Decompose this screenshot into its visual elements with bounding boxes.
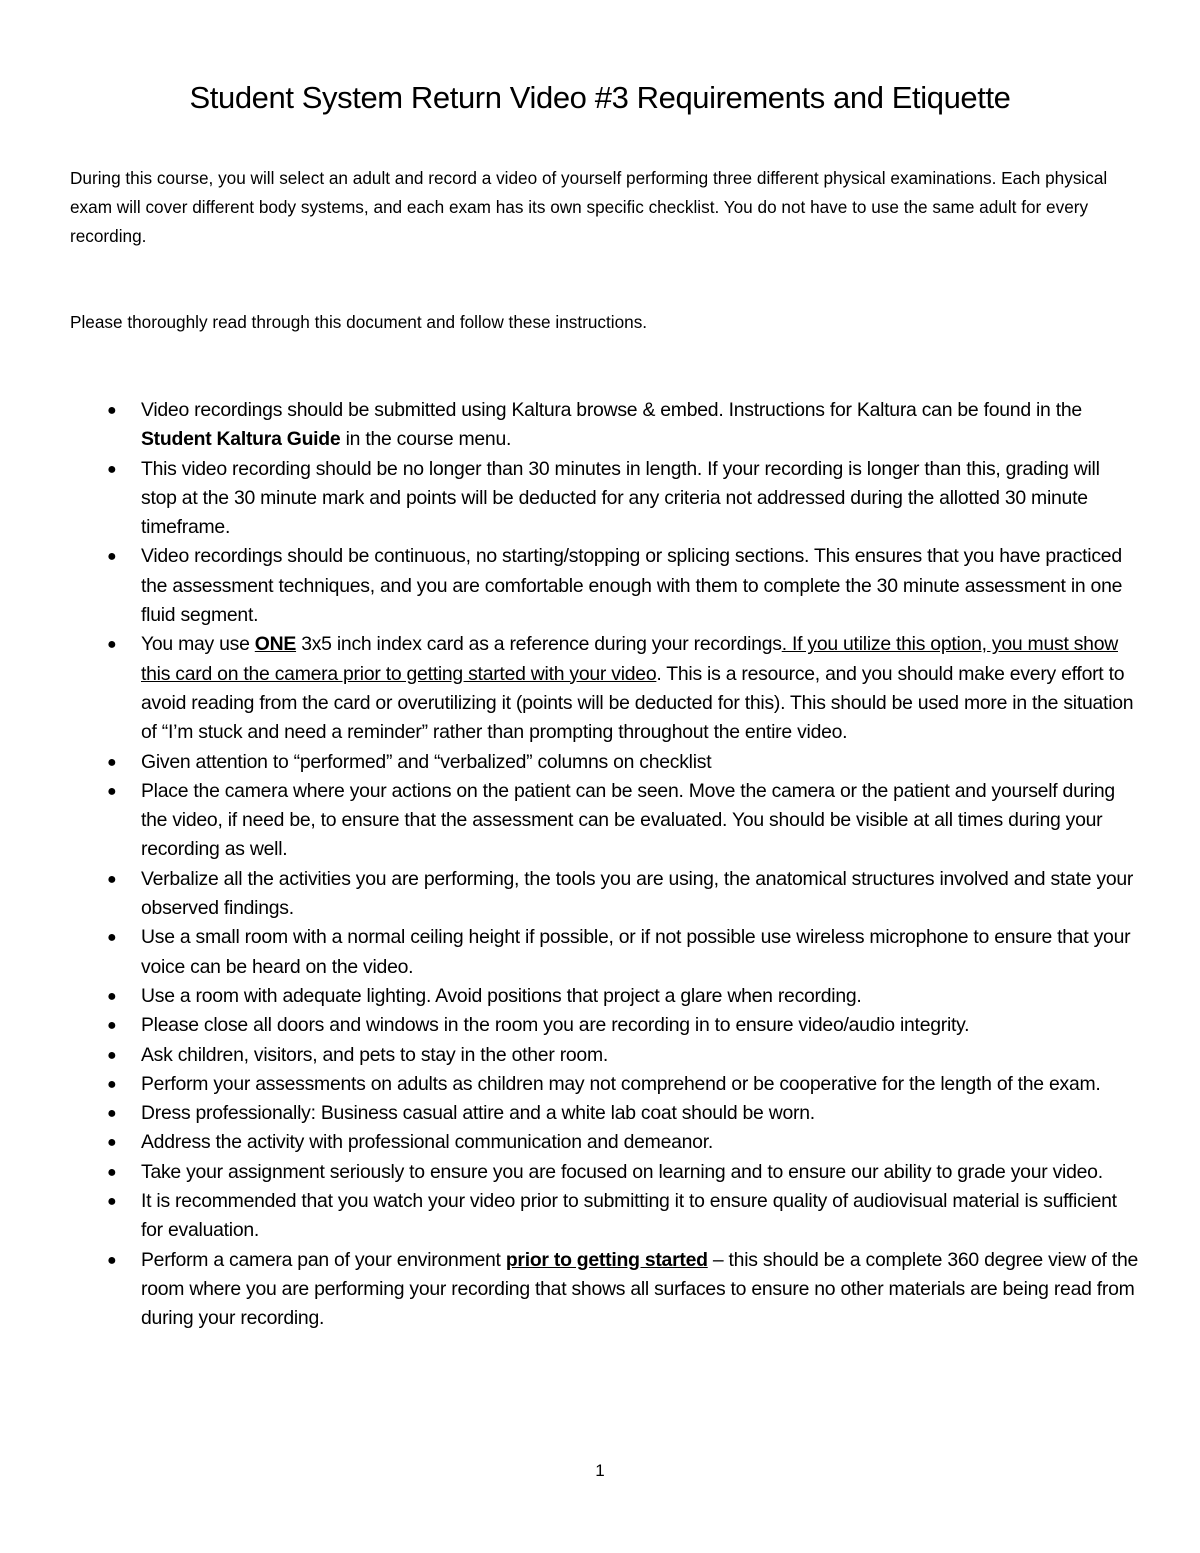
list-item-text: Video recordings should be continuous, no starting/stopping or splicing sections. This ensures that you have practiced the assessment techniques, and you are comfortable enough with them to complete the 30 minute assessment in one fluid segment. (141, 545, 1123, 627)
bullet-icon: ● (107, 870, 117, 888)
bullet-icon: ● (107, 1105, 117, 1123)
list-item-text: Take your assignment seriously to ensure you are focused on learning and to ensure our ability to grade your video. (141, 1160, 1103, 1183)
list-item (0, 1187, 1200, 1246)
list-item (0, 865, 1200, 924)
kaltura-guide-reference: Student Kaltura Guide (141, 428, 341, 451)
list-item-text: Use a small room with a normal ceiling height if possible, or if not possible use wireless microphone to ensure that your voice can be heard on the video. (141, 926, 1131, 978)
list-item (0, 1070, 1200, 1099)
list-item (0, 1041, 1200, 1070)
list-item (0, 982, 1200, 1011)
list-item (0, 1158, 1200, 1187)
bullet-icon: ● (107, 460, 117, 478)
list-item (0, 396, 1200, 455)
bullet-icon: ● (107, 1134, 117, 1152)
list-item (0, 748, 1200, 777)
list-item-text: 3x5 inch index card as a reference during your recordings (296, 633, 782, 656)
list-item-text: Perform a camera pan of your environment (141, 1248, 506, 1271)
bullet-icon: ● (107, 782, 117, 800)
list-item-text: Address the activity with professional communication and demeanor. (141, 1131, 713, 1154)
list-item (0, 630, 1200, 747)
list-item-text: Video recordings should be submitted using Kaltura browse & embed. Instructions for Kaltura can be found in the (141, 399, 1082, 421)
list-item (0, 923, 1200, 982)
bullet-icon: ● (107, 1075, 117, 1093)
bullet-icon: ● (107, 402, 117, 419)
document-title: Student System Return Video #3 Requirements and Etiquette (189, 80, 1011, 115)
list-item-text: Use a room with adequate lighting. Avoid positions that project a glare when recording. (141, 984, 862, 1007)
list-item-text: Please close all doors and windows in the room you are recording in to ensure video/audio integrity. (141, 1014, 970, 1037)
list-item-text: Perform your assessments on adults as children may not comprehend or be cooperative for the length of the exam. (141, 1072, 1101, 1095)
list-item (0, 1246, 1200, 1334)
bullet-icon: ● (107, 1017, 117, 1035)
list-item (0, 1128, 1200, 1157)
page-number: 1 (595, 1461, 605, 1480)
intro-paragraph: During this course, you will select an adult and record a video of yourself performing three different physical examinations. Each physical exam will cover different body systems, and each exam has its own specific checklist. You do not have to use the same adult for every recording. (70, 168, 1108, 246)
list-item (0, 455, 1200, 543)
bullet-icon: ● (107, 929, 117, 947)
list-item-text: Ask children, visitors, and pets to stay in the other room. (141, 1043, 609, 1066)
emphasis-one: ONE (254, 633, 297, 656)
read-instruction: Please thoroughly read through this document and follow these instructions. (70, 312, 648, 332)
emphasis-prior-to-getting-started: prior to getting started (505, 1248, 708, 1271)
bullet-icon: ● (107, 1163, 117, 1181)
bullet-icon: ● (107, 1193, 117, 1211)
list-item-text: Verbalize all the activities you are performing, the tools you are using, the anatomical structures involved and state your observed findings. (141, 867, 1134, 920)
list-item (0, 1011, 1200, 1040)
list-item-text: This video recording should be no longer than 30 minutes in length. If your recording is longer than this, grading will stop at the 30 minute mark and points will be deducted for any criteria not addressed during the allotted 30 minute timeframe. (141, 457, 1100, 539)
list-item (0, 777, 1200, 865)
bullet-icon: ● (107, 636, 117, 654)
bullet-icon: ● (107, 1046, 117, 1064)
list-item-text: – this should be a complete 360 degree view of the room where you are performing your recording that shows all surfaces to ensure no other materials are being read from during your recording. (141, 1248, 1139, 1330)
list-item-text: Dress professionally: Business casual attire and a white lab coat should be worn. (141, 1102, 815, 1125)
list-item-text: You may use (141, 633, 255, 656)
list-item (0, 542, 1200, 630)
list-item (0, 1099, 1200, 1128)
requirements-list (0, 396, 1200, 1334)
list-item-text: It is recommended that you watch your video prior to submitting it to ensure quality of audiovisual material is sufficient for evaluation. (141, 1190, 1117, 1242)
bullet-icon: ● (107, 548, 117, 566)
list-item-text: Place the camera where your actions on the patient can be seen. Move the camera or the patient and yourself during the video, if need be, to ensure that the assessment can be evaluated. You should be visible at all times during your recording as well. (141, 779, 1115, 861)
list-item-text: Given attention to “performed” and “verbalized” columns on checklist (141, 750, 712, 773)
list-item-text: in the course menu. (340, 428, 512, 451)
underlined-instruction: . If you utilize this option, you must show this card on the camera prior to getting started with your video (141, 633, 1118, 685)
list-item-text: . This is a resource, and you should make every effort to avoid reading from the card or overutilizing it (points will be deducted for this). This should be used more in the situation of “I’m stuck and need a reminder” rather than prompting throughout the entire video. (141, 662, 1134, 744)
bullet-icon: ● (107, 753, 117, 771)
bullet-icon: ● (107, 987, 117, 1005)
bullet-icon: ● (107, 1251, 117, 1269)
